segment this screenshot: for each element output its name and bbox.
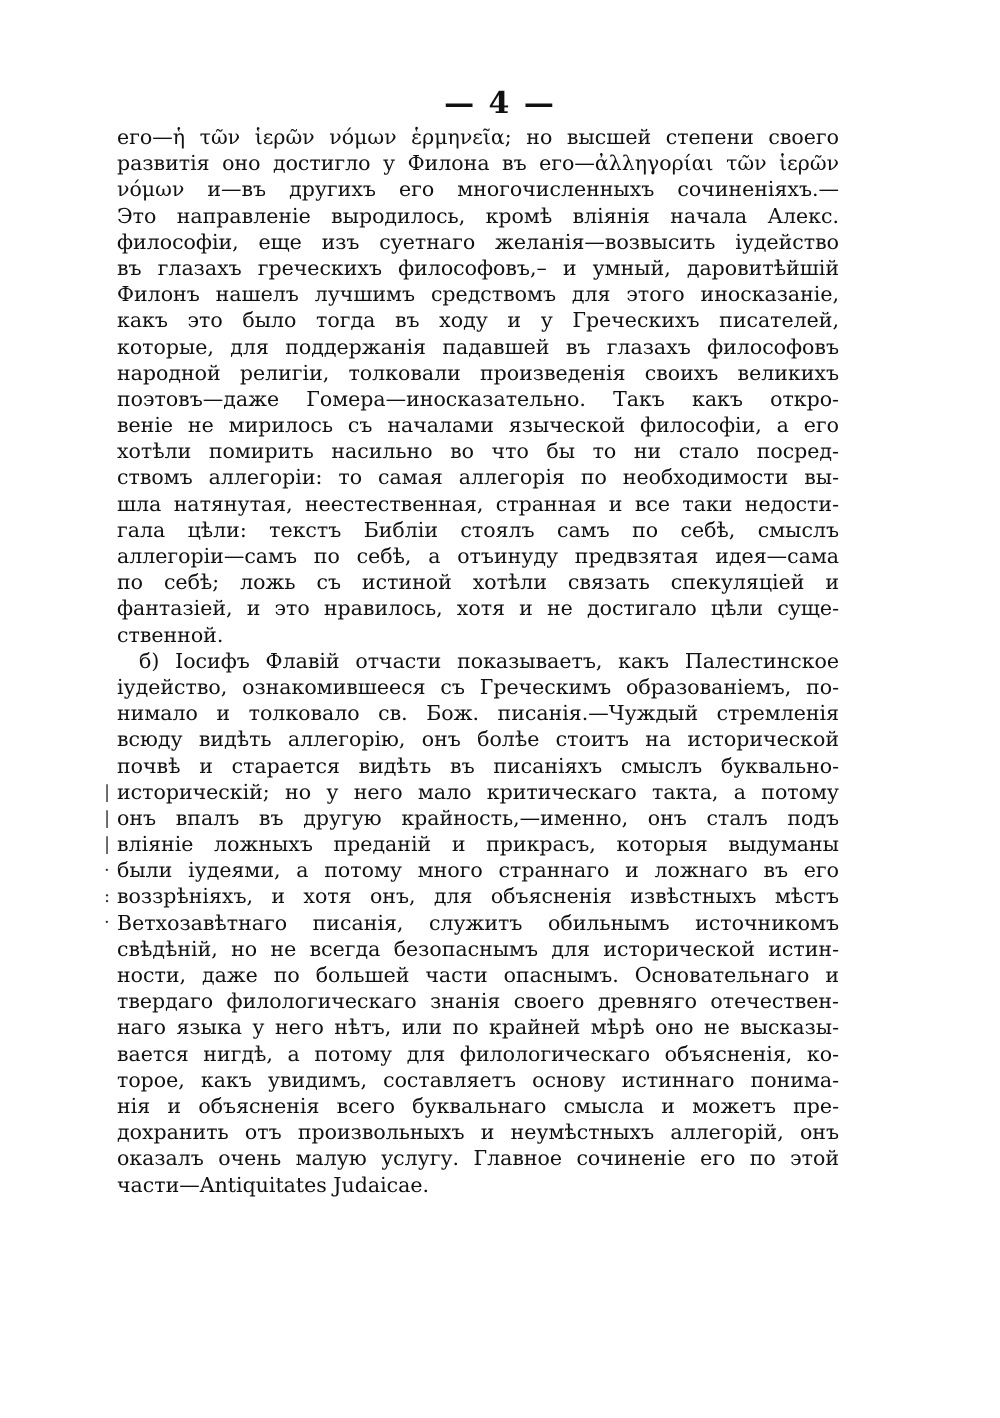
text-line: νόμων и—въ другихъ его многочисленныхъ сочиненіяхъ.— — [117, 177, 839, 202]
text-line: онъ впалъ въ другую крайность,—именно, онъ сталъ подъ — [117, 805, 839, 830]
text-line: народной религіи, толковали произведенія своихъ великихъ — [117, 360, 839, 385]
text-line: веніе не мирилось съ началами языческой философіи, а его — [117, 413, 839, 438]
text-line: іудейство, ознакомившееся съ Греческимъ образованіемъ, по- — [117, 674, 839, 699]
paragraph-a — [117, 124, 839, 648]
text-line: части—Antiquitates Judaicae. — [117, 1172, 429, 1197]
text-line: нимало и толковало св. Бож. писанія.—Чуждый стремленія — [117, 701, 839, 726]
text-line: б) Іосифъ Флавій отчасти показываетъ, какъ Палестинское — [139, 648, 839, 673]
text-line: аллегоріи—самъ по себѣ, а отъинуду предвзятая идея—сама — [117, 544, 839, 568]
text-line: въ глазахъ греческихъ философовъ,– и умный, даровитѣйшій — [117, 255, 839, 280]
text-line: Ветхозавѣтнаго писанія, служитъ обильнымъ источникомъ — [117, 910, 839, 935]
text-line: хотѣли помирить насильно во что бы то ни стало посред- — [117, 439, 839, 464]
text-line: свѣдѣній, но не всегда безопаснымъ для исторической истин- — [117, 936, 839, 961]
text-line: были іудеями, а потому много страннаго и ложнаго въ его — [117, 858, 839, 883]
margin-marks: | | | · : · — [104, 782, 111, 933]
text-line: ственной. — [117, 622, 224, 647]
text-line: твердаго филологическаго знанія своего древняго отечествен- — [117, 989, 839, 1014]
text-line: поэтовъ—даже Гомера—иносказательно. Такъ какъ откро- — [117, 386, 839, 411]
text-line: по себѣ; ложь съ истиной хотѣли связать спекуляціей и — [117, 570, 839, 595]
text-line: воззрѣніяхъ, и хотя онъ, для объясненія извѣстныхъ мѣстъ — [117, 884, 839, 909]
text-line: вается нигдѣ, а потому для филологическаго объясненія, ко- — [117, 1041, 839, 1066]
paragraph-b — [117, 648, 839, 1198]
text-line: развитія оно достигло у Филона въ его—ἀλληγορίαι τῶν ἱερῶν — [117, 151, 839, 176]
text-line: его—ἡ τῶν ἱερῶν νόμων ἑρμηνεῖα; но высшей степени своего — [117, 125, 839, 149]
text-line: оказалъ очень малую услугу. Главное сочиненіе его по этой — [117, 1146, 839, 1171]
text-line: торое, какъ увидимъ, составляетъ основу истиннаго понима- — [117, 1067, 839, 1092]
page-number: — 4 — — [444, 86, 556, 121]
text-line: нія и объясненія всего буквальнаго смысла и можетъ пре- — [117, 1093, 839, 1118]
text-line: гала цѣли: текстъ Библіи стоялъ самъ по себѣ, смыслъ — [117, 517, 839, 542]
text-line: Это направленіе выродилось, кромѣ вліянія начала Алекс. — [117, 203, 839, 228]
text-line: почвѣ и старается видѣть въ писаніяхъ смыслъ буквально- — [117, 753, 839, 778]
text-line: Филонъ нашелъ лучшимъ средствомъ для этого иносказаніе, — [117, 282, 839, 307]
text-line: какъ это было тогда въ ходу и у Греческихъ писателей, — [117, 308, 839, 333]
text-line: всюду видѣть аллегорію, онъ болѣе стоитъ на исторической — [117, 727, 839, 752]
text-line: философіи, еще изъ суетнаго желанія—возвысить іудейство — [117, 229, 839, 254]
text-line: ствомъ аллегоріи: то самая аллегорія по необходимости вы- — [117, 465, 839, 490]
text-line: наго языка у него нѣтъ, или по крайней мѣрѣ оно не высказы- — [117, 1015, 839, 1040]
text-line: которые, для поддержанія падавшей въ глазахъ философовъ — [117, 334, 839, 359]
text-line: вліяніе ложныхъ преданій и прикрасъ, которыя выдуманы — [117, 832, 839, 857]
text-line: фантазіей, и это нравилось, хотя и не достигало цѣли суще- — [117, 596, 839, 621]
text-line: дохранить отъ произвольныхъ и неумѣстныхъ аллегорій, онъ — [117, 1120, 839, 1145]
text-line: историческій; но у него мало критическаго такта, а потому — [117, 779, 839, 804]
text-line: шла натянутая, неестественная, странная и все таки недости- — [117, 491, 839, 516]
text-body — [117, 124, 839, 1198]
text-line: ности, даже по большей части опаснымъ. Основательнаго и — [117, 963, 839, 987]
